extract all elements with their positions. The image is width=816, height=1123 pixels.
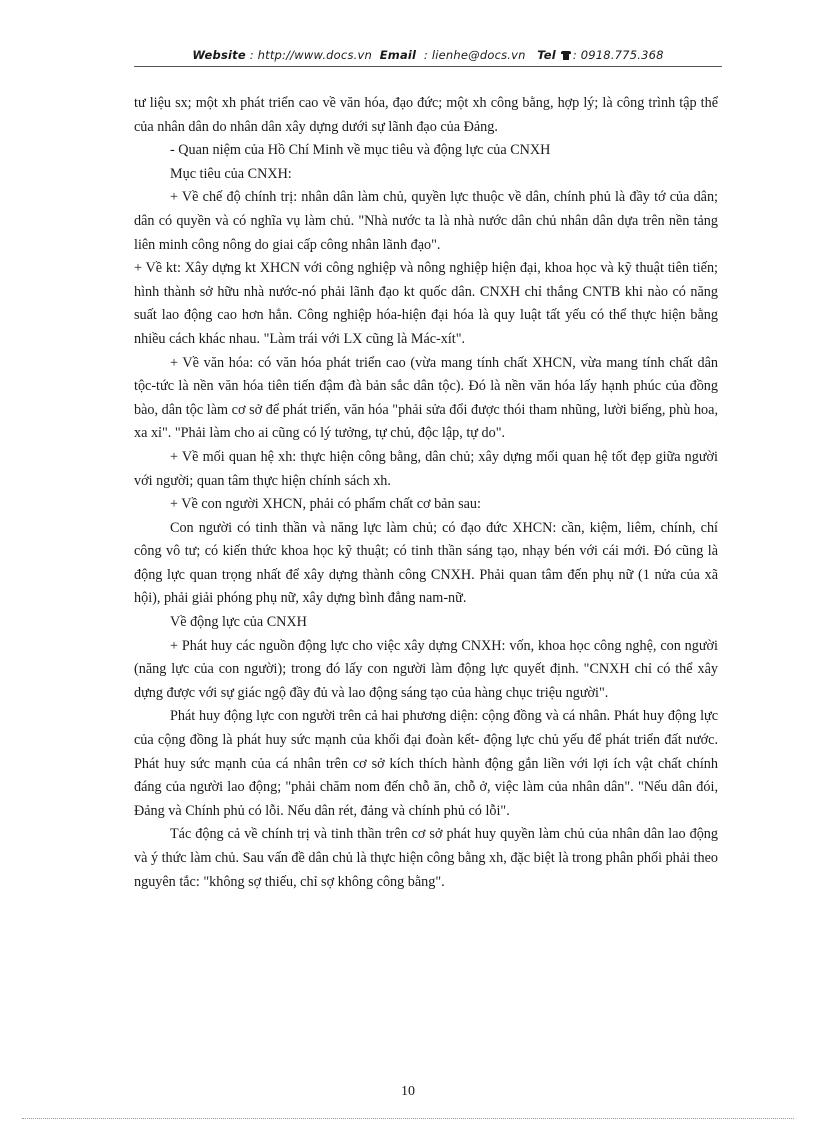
header-divider bbox=[134, 66, 722, 67]
paragraph-12: Phát huy động lực con người trên cả hai phương diện: cộng đồng và cá nhân. Phát huy động lực của cộng đồng là phát huy sức mạnh của khối đại đoàn kết- động lực chủ yếu để phát triển đất nước. Phát huy sức mạnh của cá nhân trên cơ sở kích thích hành động gắn liền với lợi ích vật chất chính đáng của người lao động; "phải chăm nom đến chỗ ăn, chỗ ở, việc làm của nhân dân". "Nếu dân đói, Đảng và Chính phủ có lỗi. Nếu dân rét, đảng và chính phủ có lỗi". bbox=[134, 708, 718, 819]
paragraph-3: Mục tiêu của CNXH: bbox=[170, 165, 292, 182]
page-number: 10 bbox=[401, 1084, 415, 1099]
paragraph-11: + Phát huy các nguồn động lực cho việc xây dựng CNXH: vốn, khoa học công nghệ, con người (năng lực của con người); trong đó lấy con người làm động lực quyết định. "CNXH chỉ có thể xây dựng được với sự giác ngộ đầy đủ và lao động sáng tạo của hàng chục triệu người". bbox=[134, 637, 718, 701]
paragraph-4: + Về chế độ chính trị: nhân dân làm chủ, quyền lực thuộc về dân, chính phủ là đầy tớ của dân; dân có quyền và có nghĩa vụ làm chủ. "Nhà nước ta là nhà nước dân chủ nhân dân dựa trên nền tảng liên minh công nông do giai cấp công nhân lãnh đạo". bbox=[134, 189, 718, 253]
paragraph-13: Tác động cả về chính trị và tinh thần trên cơ sở phát huy quyền làm chủ của nhân dân lao động và ý thức làm chủ. Sau vấn đề dân chủ là thực hiện công bằng xh, đặc biệt là trong phân phối phải theo nguyên tắc: "không sợ thiếu, chỉ sợ không công bằng". bbox=[134, 826, 718, 890]
website-label: Website bbox=[192, 48, 246, 62]
tel-label: Tel bbox=[537, 48, 556, 62]
paragraph-5: + Về kt: Xây dựng kt XHCN với công nghiệp và nông nghiệp hiện đại, khoa học và kỹ thuật tiên tiến; hình thành sở hữu nhà nước-nó phải lãnh đạo kt quốc dân. CNXH chỉ thắng CNTB khi nào có năng suất lao động cao hơn hẳn. Công nghiệp hóa-hiện đại hóa là quy luật tất yếu có thể thực hiện bằng nhiều cách khác nhau. "Làm trái với LX cũng là Mác-xít". bbox=[134, 260, 718, 347]
email-label: Email bbox=[379, 48, 417, 62]
paragraph-10: Về động lực của CNXH bbox=[170, 614, 307, 631]
paragraph-7: + Về mối quan hệ xh: thực hiện công bằng, dân chủ; xây dựng mối quan hệ tốt đẹp giữa người với người; quan tâm thực hiện chính sách xh. bbox=[134, 448, 718, 489]
paragraph-8: + Về con người XHCN, phải có phẩm chất cơ bản sau: bbox=[170, 496, 481, 513]
telephone-icon bbox=[561, 51, 571, 60]
website-value: : http://www.docs.vn bbox=[249, 48, 372, 62]
paragraph-6: + Về văn hóa: có văn hóa phát triển cao (vừa mang tính chất XHCN, vừa mang tính chất dân tộc-tức là nền văn hóa tiên tiến đậm đà bản sắc dân tộc). Đó là nền văn hóa lấy hạnh phúc của đồng bào, dân tộc làm cơ sở để phát triển, văn hóa "phải sửa đổi được thói tham nhũng, lười biếng, phù hoa, xa xỉ". "Phải làm cho ai cũng có lý tưởng, tự chủ, độc lập, tự do". bbox=[134, 354, 718, 442]
paragraph-1: tư liệu sx; một xh phát triển cao về văn hóa, đạo đức; một xh công bằng, hợp lý; là công trình tập thể của nhân dân do nhân dân xây dựng dưới sự lãnh đạo của Đảng. bbox=[134, 95, 718, 135]
page-header bbox=[134, 48, 722, 66]
paragraph-9: Con người có tinh thần và năng lực làm chủ; có đạo đức XHCN: cần, kiệm, liêm, chính, chí công vô tư; có kiến thức khoa học kỹ thuật; có tinh thần sáng tạo, nhạy bén với cái mới. Đó cũng là động lực quan trọng nhất để xây dựng thành công CNXH. Phải quan tâm đến phụ nữ (1 nửa của xã hội), phải giải phóng phụ nữ, xây dựng bình đẳng nam-nữ. bbox=[134, 519, 718, 607]
document-body bbox=[134, 92, 718, 894]
tel-value: : 0918.775.368 bbox=[572, 48, 664, 62]
page-bottom-border bbox=[22, 1118, 794, 1119]
email-value: : lienhe@docs.vn bbox=[423, 48, 526, 62]
paragraph-2: - Quan niệm của Hồ Chí Minh về mục tiêu và động lực của CNXH bbox=[170, 142, 551, 159]
